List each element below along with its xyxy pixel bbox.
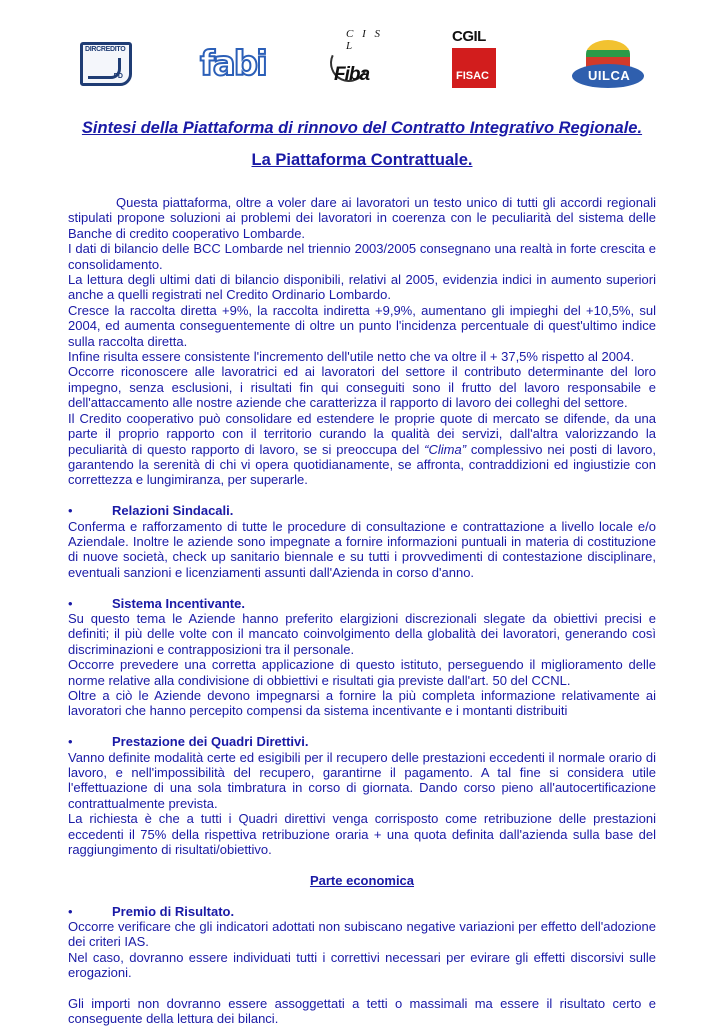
intro-paragraph: Infine risulta essere consistente l'incremento dell'utile netto che va oltre il + 37,5% rispetto al 2004.: [68, 349, 635, 365]
intro-paragraph: Il Credito cooperativo può consolidare ed estendere le proprie quote di mercato se difende, da una parte il proprio rapporto con il territorio curando la qualità dei servizi, dall'altra valorizzando la peculiarità di questo rapporto di lavoro, se si preoccupa del “Clima” complessivo nei posti di lavoro, garantendo la serenità di chi vi opera quotidianamente, se affronta, contraddizioni ed ingiustizie con correttezza e lungimiranza, per superarle.: [68, 410, 656, 488]
bullet-icon: •: [68, 734, 73, 750]
fabi-logo: fabi: [200, 44, 266, 84]
intro-paragraph: Questa piattaforma, oltre a voler dare ai lavoratori un testo unico di tutti gli accordi regionali stipulati propone soluzioni ai problemi dei lavoratori in coerenza con le peculiarità del sistema delle Banche di credito cooperativo Lombarde.: [68, 195, 656, 241]
bullet-icon: •: [68, 503, 73, 519]
dircredito-logo-fd: FD: [113, 73, 123, 80]
intro-paragraph: I dati di bilancio delle BCC Lombarde nel triennio 2003/2005 consegnano una realtà in forte crescita e consolidamento.: [68, 241, 656, 272]
dircredito-logo: [80, 42, 132, 86]
section-paragraph: Su questo tema le Aziende hanno preferito elargizioni discrezionali slegate da obiettivi precisi e definiti; il più delle volte con il mancato coinvolgimento della globalità dei lavoratori, generando così discriminazioni e contrapposizioni tra il personale.: [68, 610, 656, 657]
section-paragraph: Nel caso, dovranno essere individuati tutti i correttivi necessari per evirare gli effetti discorsivi sulle erogazioni.: [68, 949, 656, 981]
document-title: Sintesi della Piattaforma di rinnovo del Contratto Integrativo Regionale.: [81, 119, 643, 137]
fiba-logo-text: Fiba: [334, 64, 370, 85]
section-heading-quadri: • Prestazione dei Quadri Direttivi.: [68, 734, 309, 750]
section-paragraph: Gli importi non dovranno essere assoggettati a tetti o massimali ma essere il risultato certo e conseguente della lettura dei bilanci.: [68, 996, 656, 1027]
intro-paragraph: La lettura degli ultimi dati di bilancio disponibili, relativi al 2005, evidenzia indici in aumento superiori anche a quelli registrati nel Credito Ordinario Lombardo.: [68, 272, 656, 303]
logo-bar: [0, 26, 724, 92]
section-heading-premio: • Premio di Risultato.: [68, 903, 235, 919]
cisl-fiba-logo: [326, 28, 390, 90]
fisac-logo-text: FISAC: [456, 70, 489, 82]
bullet-icon: •: [68, 903, 73, 919]
intro-paragraph: Cresce la raccolta diretta +9%, la raccolta indiretta +9,9%, aumentano gli impieghi del +10,5%, sul 2004, ed aumenta conseguentemente di oltre un punto l'incidenza percentuale di quest'ultimo indice sulla raccolta diretta.: [68, 302, 656, 349]
dircredito-logo-text: DIRCREDITO: [85, 46, 126, 53]
section-heading-incentivante: • Sistema Incentivante.: [68, 595, 245, 611]
section-paragraph: Occorre prevedere una corretta applicazione di questo istituto, perseguendo il miglioramento delle norme relative alla condivisione di obbiettivi e risultati gia previste dall'art. 50 del CCNL.: [68, 657, 656, 688]
section-paragraph: Conferma e rafforzamento di tutte le procedure di consultazione e contrattazione a livello locale e/o Aziendale. Inoltre le aziende sono impegnate a fornire informazioni puntuali in materia di costituzione di nuove società, check up sanitario biennale e su tutti i provvedimenti di contestazione disciplinare, eventuali sanzioni e licenziamenti assunti dall'Azienda in corso d'anno.: [68, 518, 656, 580]
document-body: [68, 195, 656, 1027]
uilca-logo-text: UILCA: [588, 68, 631, 83]
cgil-fisac-logo: [452, 28, 496, 88]
section-paragraph: Oltre a ciò le Aziende devono impegnarsi a fornire la più completa informazione relativamente ai lavoratori che hanno percepito compensi da sistema incentivante e i montanti distribuiti: [68, 687, 656, 719]
document-subtitle: La Piattaforma Contrattuale.: [251, 151, 473, 169]
section-paragraph: La richiesta è che a tutti i Quadri direttivi venga corrisposto come retribuzione delle prestazioni eccedenti il 75% della rispettiva retribuzione oraria + una quota definita dall'azienda sulla base del raggiungimento di risultati/obiettivo.: [68, 811, 656, 858]
section-heading-relazioni: • Relazioni Sindacali.: [68, 503, 234, 519]
cisl-logo-text: C I S L: [346, 28, 383, 52]
intro-paragraph: Occorre riconoscere alle lavoratrici ed ai lavoratori del settore il contributo determinante del loro impegno, senza esclusioni, i risultati fin qui conseguiti sono il frutto del lavoro responsabile e dell'attaccamento alle nostre aziende che caratterizza il rapporto di lavoro dei colleghi del settore.: [68, 364, 656, 411]
section-paragraph: Occorre verificare che gli indicatori adottati non subiscano negative variazioni per effetto dell'adozione dei criteri IAS.: [68, 919, 656, 950]
bullet-icon: •: [68, 595, 73, 611]
section-paragraph: Vanno definite modalità certe ed esigibili per il recupero delle prestazioni eccedenti il normale orario di lavoro, e nell'impossibilità del recupero, garantirne il pagamento. A tal fine si considera utile l'effettuazione di una sola timbratura in corso di giornata. Dando corso pieno all'autocertificazione contrattualmente prevista.: [68, 749, 656, 811]
clima-emphasis: “Clima”: [424, 441, 467, 457]
cgil-logo-text: CGIL: [452, 28, 486, 45]
section-title-economica: Parte economica: [309, 872, 415, 888]
uilca-logo: [572, 36, 644, 90]
